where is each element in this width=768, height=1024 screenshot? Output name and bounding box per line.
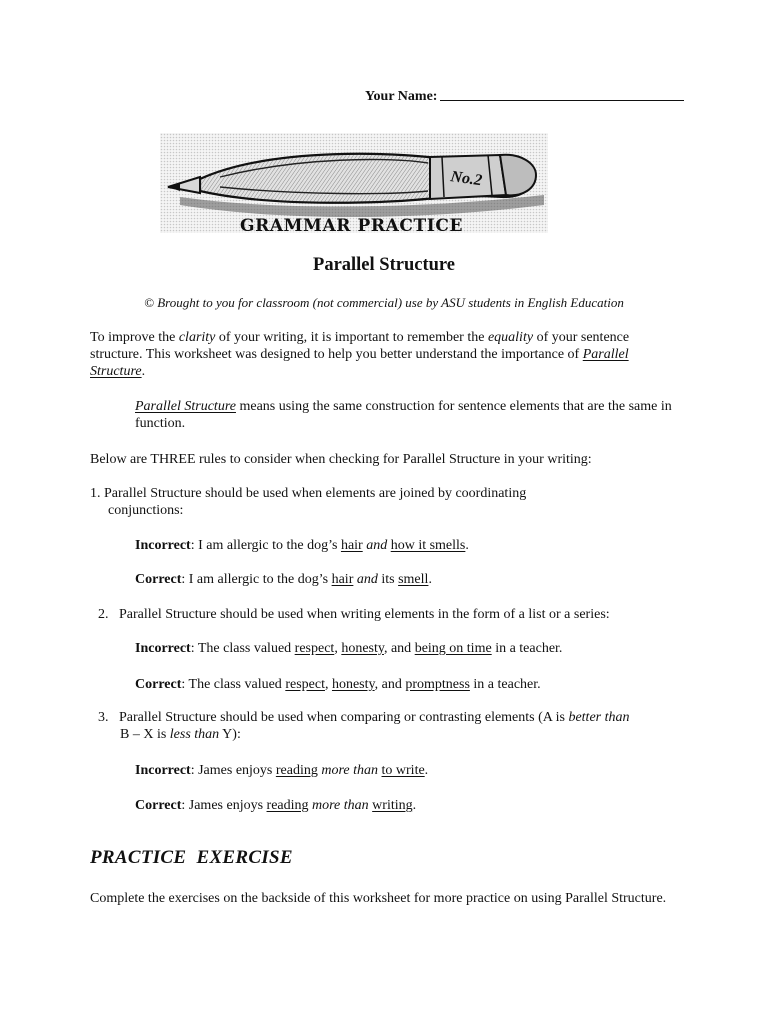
example-text: in a teacher. <box>491 641 563 656</box>
underlined-term: hair <box>331 572 354 587</box>
underlined-term: respect <box>294 641 335 656</box>
example-text: . <box>428 572 432 587</box>
example-text: . <box>424 763 429 778</box>
intro-text: of your writing, it is important to remember the <box>215 330 488 345</box>
pencil-label: No.2 <box>449 168 484 190</box>
rule-3 <box>98 709 688 743</box>
rule-1-correct-example <box>135 571 432 588</box>
intro-text: of your sentence structure. This worksheet was designed to help you better understand the importance of <box>90 330 630 362</box>
rule-3-incorrect-example <box>135 762 428 779</box>
rule-text: Y): <box>219 727 241 742</box>
example-label: Incorrect <box>135 538 191 553</box>
intro-paragraph <box>90 329 680 380</box>
italic-term: more than <box>312 798 369 813</box>
example-text: : James enjoys <box>181 798 267 813</box>
intro-text: To improve the <box>90 330 179 345</box>
intro-parallel-term: Parallel Structure <box>90 347 629 379</box>
rule-text: Parallel Structure should be used when comparing or contrasting elements (A is <box>119 710 569 725</box>
underlined-term: reading <box>275 763 318 778</box>
underlined-term: hair <box>340 538 363 553</box>
rule-2-incorrect-example <box>135 640 562 657</box>
rule-text: conjunctions: <box>108 503 184 518</box>
underlined-term: smell <box>398 572 429 587</box>
rule-1-incorrect-example <box>135 537 469 554</box>
italic-term: more than <box>321 763 379 778</box>
rule-number: 1. <box>90 486 101 501</box>
rule-2-correct-example <box>135 676 541 693</box>
example-text: : I am allergic to the dog’s <box>181 572 332 587</box>
underlined-term: honesty <box>341 641 384 656</box>
example-text: : The class valued <box>190 641 295 656</box>
example-text: , <box>334 641 342 656</box>
definition-term: Parallel Structure <box>135 399 236 414</box>
rules-intro: Below are THREE rules to consider when checking for Parallel Structure in your writing: <box>90 452 592 467</box>
example-text: : I am allergic to the dog’s <box>190 538 341 553</box>
example-text: . <box>465 538 469 553</box>
worksheet-title: GRAMMAR PRACTICE <box>240 216 464 236</box>
example-text: , and <box>383 641 415 656</box>
intro-equality-word: equality <box>487 330 534 345</box>
underlined-term: respect <box>285 677 325 692</box>
practice-text: Complete the exercises on the backside of this worksheet for more practice on using Parallel Structure. <box>90 891 667 906</box>
underlined-term: how it smells <box>390 538 466 553</box>
italic-term: less than <box>169 727 220 742</box>
italic-term: and <box>366 538 388 553</box>
rule-number: 2. <box>98 607 109 622</box>
example-text: : James enjoys <box>190 763 276 778</box>
underlined-term: to write <box>381 763 425 778</box>
example-text: . <box>412 798 417 813</box>
underlined-term: writing <box>372 798 413 813</box>
rule-text: Parallel Structure should be used when writing elements in the form of a list or a series: <box>119 607 610 622</box>
example-label: Incorrect <box>135 641 191 656</box>
example-label: Incorrect <box>135 763 191 778</box>
rule-2 <box>98 606 678 623</box>
rule-number: 3. <box>98 710 109 725</box>
example-label: Correct <box>135 677 182 692</box>
example-text: : The class valued <box>181 677 286 692</box>
example-text: , <box>324 677 332 692</box>
intro-clarity-word: clarity <box>178 330 216 345</box>
copyright-note: © Brought to you for classroom (not commercial) use by ASU students in English Education <box>144 295 624 310</box>
rule-3-correct-example <box>135 797 416 814</box>
underlined-term: honesty <box>331 677 375 692</box>
definition-paragraph <box>135 398 680 432</box>
underlined-term: being on time <box>414 641 492 656</box>
name-label: Your Name: <box>365 89 438 104</box>
italic-term: and <box>356 572 378 587</box>
example-label: Correct <box>135 572 182 587</box>
definition-text: means using the same construction for sentence elements that are the same in function. <box>135 399 672 431</box>
example-text: in a teacher. <box>469 677 541 692</box>
intro-text: . <box>141 364 146 379</box>
example-text: its <box>377 572 399 587</box>
underlined-term: promptness <box>405 677 470 692</box>
practice-heading: PRACTICE EXERCISE <box>90 847 293 868</box>
example-text: , and <box>374 677 406 692</box>
rule-text: Parallel Structure should be used when elements are joined by coordinating <box>104 486 527 501</box>
italic-term: better than <box>568 710 630 725</box>
rule-1 <box>90 485 570 519</box>
page-title: Parallel Structure <box>313 255 455 275</box>
underlined-term: reading <box>266 798 309 813</box>
rule-text: B – X is <box>120 727 170 742</box>
example-label: Correct <box>135 798 182 813</box>
name-blank-line[interactable] <box>440 100 684 101</box>
